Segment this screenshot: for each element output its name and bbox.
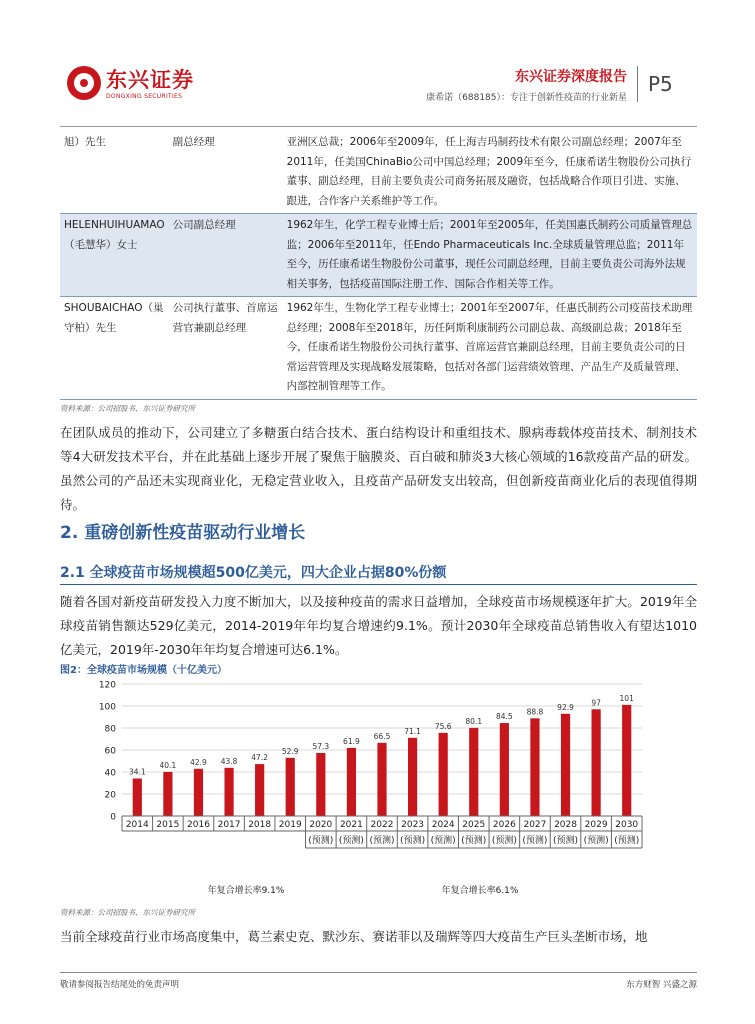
table-row	[60, 214, 697, 297]
header-rule	[60, 126, 697, 127]
forecast-label: (预测)	[369, 836, 395, 846]
footer-disclaimer: 敬请参阅报告结尾处的免责声明	[60, 980, 180, 990]
bar	[622, 705, 631, 816]
y-tick-label: 120	[98, 680, 116, 691]
bar-value-label: 52.9	[281, 746, 299, 756]
forecast-label: (预测)	[308, 836, 334, 846]
table-row	[60, 297, 697, 400]
bar-value-label: 34.1	[128, 767, 146, 777]
person-title: 副总经理	[172, 136, 215, 148]
forecast-label: (预测)	[461, 836, 487, 846]
x-tick-label: 2020	[309, 820, 333, 830]
x-tick-label: 2023	[401, 820, 425, 830]
bar-value-label: 66.5	[373, 731, 391, 741]
forecast-label: (预测)	[522, 836, 548, 846]
forecast-label: (预测)	[491, 836, 517, 846]
chart-y-ticks	[99, 681, 116, 823]
x-tick-label: 2014	[125, 820, 149, 830]
bar	[224, 768, 233, 816]
body-paragraph: 当前全球疫苗行业市场高度集中，葛兰素史克、默沙东、赛诺菲以及瑞辉等四大疫苗生产巨头垄断市场，地	[60, 929, 648, 944]
figure-title: 图2：全球疫苗市场规模（十亿美元）	[60, 665, 227, 676]
page-number: P5	[648, 72, 673, 96]
body-paragraph: 随着各国对新疫苗研发投入力度不断加大，以及接种疫苗的需求日益增加，全球疫苗市场规模逐年扩大。2019年全球疫苗销售额达529亿美元，2014-2019年年均复合增速约9.1%。预计2030年全球疫苗总销售收入有望达1010亿美元，2019年-2030年年均复合增速可达6.1%。	[60, 594, 697, 657]
footer-slogan: 东方财智 兴盛之源	[626, 980, 697, 990]
forecast-label: (预测)	[553, 836, 579, 846]
bar-value-label: 97	[591, 698, 601, 708]
bar-value-label: 61.9	[343, 736, 360, 746]
x-tick-label: 2018	[248, 820, 272, 830]
table-row	[60, 131, 697, 214]
bar	[194, 769, 203, 816]
bar	[377, 743, 386, 816]
bar	[133, 778, 142, 816]
bar-value-label: 75.6	[434, 721, 452, 731]
bar	[530, 718, 539, 816]
x-tick-label: 2028	[554, 820, 577, 830]
x-tick-label: 2021	[339, 820, 363, 830]
section-heading: 2. 重磅创新性疫苗驱动行业增长	[60, 523, 306, 543]
header-separator	[637, 66, 638, 102]
person-name: SHOUBAICHAO（巢守柏）先生	[64, 302, 164, 334]
forecast-label: (预测)	[583, 836, 609, 846]
bar-value-label: 57.3	[312, 741, 330, 751]
bar-value-label: 40.1	[159, 760, 177, 770]
bar	[500, 723, 509, 816]
figure-source: 资料来源：公司招股书、东兴证券研究所	[60, 908, 195, 917]
forecast-label: (预测)	[400, 836, 426, 846]
person-name: 旭）先生	[64, 136, 106, 148]
bar-value-label: 88.8	[526, 707, 544, 717]
bar	[347, 748, 356, 816]
management-table	[60, 131, 697, 400]
bar-value-label: 47.2	[251, 753, 268, 763]
bar	[592, 709, 601, 816]
subsection-rule	[60, 584, 697, 585]
x-tick-label: 2030	[615, 820, 639, 830]
x-tick-label: 2015	[156, 820, 180, 830]
subsection-heading: 2.1 全球疫苗市场规模超500亿美元，四大企业占据80%份额	[60, 565, 447, 581]
bar	[561, 714, 570, 816]
market-size-chart	[60, 672, 697, 904]
person-desc: 亚洲区总裁；2006年至2009年，任上海吉玛制药技术有限公司副总经理；2007年至2011年，任美国ChinaBio公司中国总经理；2009年至今，任康希诺生物股份公司执行董事、副总经理，目前主要负责公司商务拓展及融资，包括战略合作项目引进、实施、跟进，合作客户关系维护等工作。	[286, 136, 692, 207]
bar-value-label: 101	[619, 693, 634, 703]
bar	[439, 733, 448, 816]
forecast-label: (预测)	[338, 836, 364, 846]
x-tick-label: 2022	[370, 820, 394, 830]
x-tick-label: 2024	[431, 820, 455, 830]
bar	[469, 728, 478, 816]
person-desc: 1962年生，生物化学工程专业博士；2001年至2007年，任惠氏制药公司疫苗技术助理总经理；2008年至2018年，历任阿斯利康制药公司副总裁、高级副总裁；2018年至今，任康希诺生物股份公司执行董事、首席运营官兼副总经理，目前主要负责公司的日常运营管理及实现战略发展策略，包括对各部门运营绩效管理、产品生产及质量管理、内部控制管理等工作。	[286, 302, 693, 392]
bar	[316, 753, 325, 816]
cagr-label-forecast: 年复合增长率6.1%	[441, 886, 519, 896]
y-tick-label: 80	[104, 724, 116, 735]
y-tick-label: 60	[104, 746, 116, 757]
x-tick-label: 2029	[584, 820, 608, 830]
x-tick-label: 2016	[187, 820, 210, 830]
logo-mark-dot	[80, 79, 88, 87]
chart-x-ticks	[122, 816, 642, 848]
y-tick-label: 20	[104, 790, 116, 801]
y-tick-label: 100	[98, 702, 116, 713]
x-tick-label: 2019	[278, 820, 302, 830]
x-tick-label: 2027	[523, 820, 547, 830]
bar	[286, 758, 295, 816]
footer-rule	[60, 972, 697, 973]
bar	[408, 738, 417, 816]
cagr-label-historical: 年复合增长率9.1%	[207, 886, 285, 896]
y-tick-label: 0	[110, 812, 116, 823]
report-subtitle: 康希诺（688185）：专注于创新性疫苗的行业新星	[426, 93, 627, 103]
bar	[163, 772, 172, 816]
bar-value-label: 42.9	[190, 757, 207, 767]
bar-value-label: 71.1	[404, 726, 421, 736]
bar-value-label: 43.8	[220, 756, 238, 766]
body-paragraph: 在团队成员的推动下，公司建立了多糖蛋白结合技术、蛋白结构设计和重组技术、腺病毒载体疫苗技术、制剂技术等4大研发技术平台，并在此基础上逐步开展了聚焦于脑膜炎、百白破和肺炎3大核心领域的16款疫苗产品的研发。虽然公司的产品还未实现商业化，无稳定营业收入，且疫苗产品研发支出较高，但创新疫苗商业化后的表现值得期待。	[60, 425, 697, 512]
y-tick-label: 40	[104, 768, 116, 779]
logo-subtext: DONGXING SECURITIES	[106, 93, 183, 100]
logo-text: 东兴证券	[106, 68, 194, 92]
person-desc: 1962年生，化学工程专业博士后；2001年至2005年，任美国惠氏制药公司质量管理总监；2006年至2011年，任Endo Pharmaceuticals Inc.全球质量管理总监；2011年至今，历任康希诺生物股份公司董事，现任公司副总经理，目前主要负责公司海外法规相关事务，包括疫苗国际注册工作、国际合作相关等工作。	[283, 214, 697, 297]
bar-value-label: 80.1	[465, 716, 483, 726]
person-title: 公司副总经理	[169, 214, 283, 297]
person-name: HELENHUIHUAMAO（毛慧华）女士	[60, 214, 169, 297]
report-title: 东兴证券深度报告	[515, 69, 627, 85]
person-title: 公司执行董事、首席运营官兼副总经理	[172, 302, 278, 334]
bar	[255, 764, 264, 816]
table-source: 资料来源：公司招股书、东兴证券研究所	[60, 404, 195, 413]
forecast-label: (预测)	[430, 836, 456, 846]
bar-value-label: 84.5	[496, 712, 513, 722]
x-tick-label: 2025	[462, 820, 486, 830]
bar-value-label: 92.9	[557, 702, 574, 712]
forecast-label: (预测)	[614, 836, 640, 846]
x-tick-label: 2017	[217, 820, 241, 830]
x-tick-label: 2026	[492, 820, 516, 830]
